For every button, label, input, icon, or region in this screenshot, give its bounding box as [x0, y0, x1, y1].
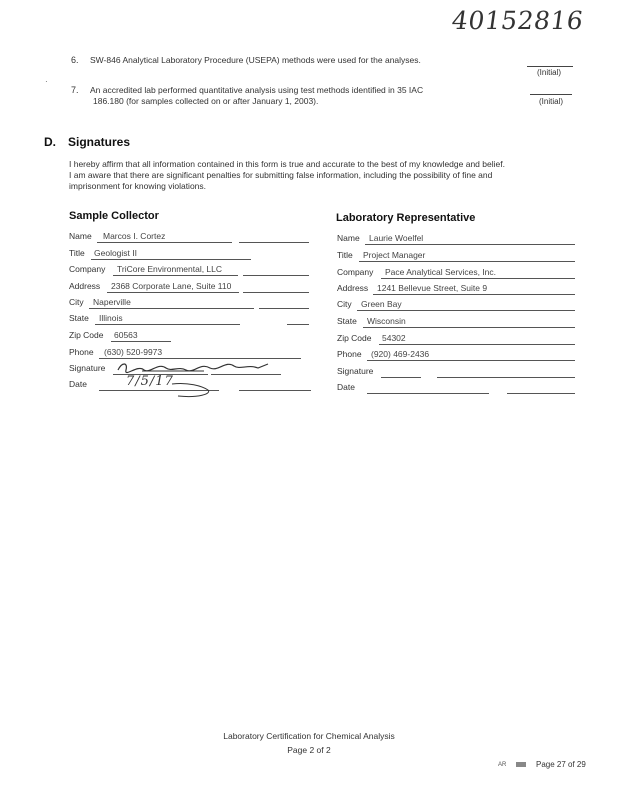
- lab-phone-field: [337, 349, 587, 363]
- collector-name-label: Name: [69, 231, 92, 241]
- affirmation-line-1: I hereby affirm that all information contained in this form is true and accurate to the best of my knowledge and belief.: [69, 159, 505, 169]
- collector-address-field: [69, 281, 319, 295]
- item-6-initial-line: [527, 66, 573, 67]
- affirmation-line-2: I am aware that there are significant penalties for submitting false information, including the possibility of fine and: [69, 170, 493, 180]
- lab-zip-field: [337, 333, 587, 347]
- collector-city-value: Naperville: [93, 297, 131, 307]
- footer-page: Page 2 of 2: [287, 745, 331, 755]
- collector-state-field: [69, 313, 319, 327]
- lab-name-label: Name: [337, 233, 360, 243]
- collector-address-value: 2368 Corporate Lane, Suite 110: [111, 281, 232, 291]
- lab-city-value: Green Bay: [361, 299, 402, 309]
- lab-title-label: Title: [337, 250, 353, 260]
- lab-company-field: [337, 267, 587, 281]
- collector-zip-field: [69, 330, 319, 344]
- section-letter: D.: [44, 135, 56, 149]
- lab-phone-value: (920) 469-2436: [371, 349, 430, 359]
- collector-date-scribble: [168, 380, 228, 400]
- collector-phone-value: (630) 520-9973: [104, 347, 163, 357]
- collector-title-field: [69, 248, 319, 262]
- affirmation-line-3: imprisonment for knowing violations.: [69, 181, 207, 191]
- item-7-text-line1: An accredited lab performed quantitative analysis using test methods identified in 35 IAC: [90, 85, 424, 95]
- lab-address-field: [337, 283, 587, 297]
- ar-stamp: AR: [498, 762, 507, 768]
- section-title: Signatures: [68, 135, 131, 149]
- lab-date-field: [337, 382, 587, 396]
- collector-date-label: Date: [69, 379, 87, 389]
- section-heading: [44, 135, 130, 149]
- item-6-text: SW-846 Analytical Laboratory Procedure (USEPA) methods were used for the analyses.: [90, 55, 421, 65]
- collector-title-label: Title: [69, 248, 85, 258]
- lab-address-value: 1241 Bellevue Street, Suite 9: [377, 283, 488, 293]
- collector-zip-label: Zip Code: [69, 330, 104, 340]
- lab-company-label: Company: [337, 267, 374, 277]
- lab-company-value: Pace Analytical Services, Inc.: [385, 267, 497, 277]
- footer-title: Laboratory Certification for Chemical Analysis: [223, 731, 395, 741]
- collector-company-value: TriCore Environmental, LLC: [117, 264, 223, 274]
- collector-title-value: Geologist II: [94, 248, 137, 258]
- lab-address-label: Address: [337, 283, 369, 293]
- document-number: 40152816: [449, 6, 586, 35]
- collector-state-value: Illinois: [99, 313, 123, 323]
- lab-zip-value: 54302: [382, 333, 406, 343]
- lab-name-field: [337, 233, 587, 247]
- item-7-initial-line: [530, 94, 572, 95]
- margin-mark: ·: [45, 77, 48, 86]
- item-7-number: 7.: [71, 85, 79, 95]
- collector-city-label: City: [69, 297, 84, 307]
- lab-signature-field: [337, 366, 587, 380]
- collector-signature-label: Signature: [69, 363, 106, 373]
- collector-address-label: Address: [69, 281, 101, 291]
- collector-city-field: [69, 297, 319, 311]
- item-6-number: 6.: [71, 55, 79, 65]
- lab-date-label: Date: [337, 382, 355, 392]
- item-6-initial-label: (Initial): [537, 68, 562, 77]
- lab-signature-label: Signature: [337, 366, 374, 376]
- collector-company-label: Company: [69, 264, 106, 274]
- collector-phone-label: Phone: [69, 347, 94, 357]
- collector-name-field: [69, 231, 319, 245]
- lab-rep-heading: Laboratory Representative: [336, 212, 476, 224]
- item-7-initial-label: (Initial): [539, 97, 564, 106]
- lab-zip-label: Zip Code: [337, 333, 372, 343]
- lab-city-label: City: [337, 299, 352, 309]
- collector-company-field: [69, 264, 319, 278]
- lab-state-field: [337, 316, 587, 330]
- page-number: Page 27 of 29: [536, 760, 586, 769]
- ar-stamp-box: [516, 762, 526, 767]
- lab-state-value: Wisconsin: [367, 316, 406, 326]
- lab-phone-label: Phone: [337, 349, 362, 359]
- collector-name-value: Marcos I. Cortez: [103, 231, 166, 241]
- collector-state-label: State: [69, 313, 89, 323]
- collector-date-handwritten: 7/5/17: [126, 374, 174, 389]
- sample-collector-heading: Sample Collector: [69, 210, 159, 222]
- lab-title-field: [337, 250, 587, 264]
- lab-title-value: Project Manager: [363, 250, 426, 260]
- item-7-text-line2: 186.180 (for samples collected on or after January 1, 2003).: [93, 96, 319, 106]
- affirmation-text: [69, 159, 559, 192]
- collector-zip-value: 60563: [114, 330, 138, 340]
- lab-state-label: State: [337, 316, 357, 326]
- lab-city-field: [337, 299, 587, 313]
- lab-name-value: Laurie Woelfel: [369, 233, 424, 243]
